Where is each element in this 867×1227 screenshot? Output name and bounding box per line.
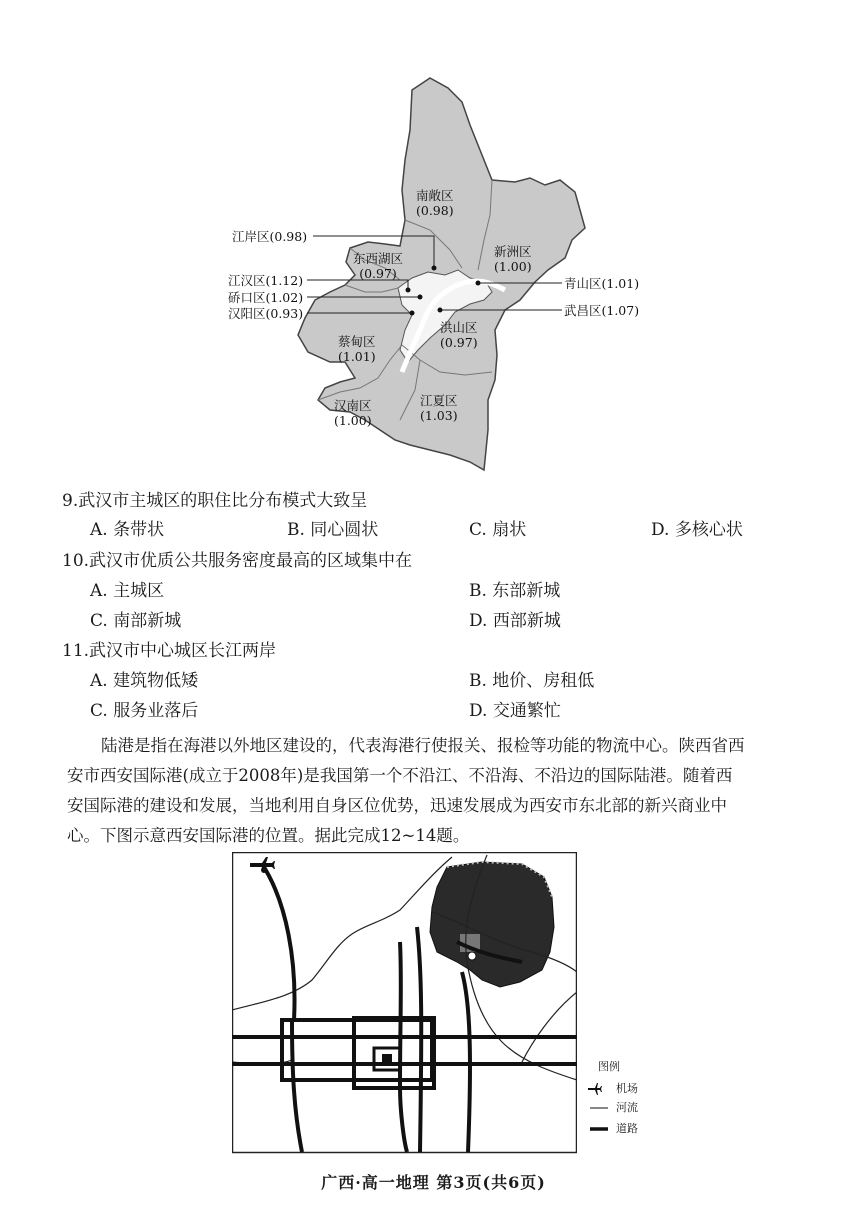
- river-line-icon: [590, 1105, 608, 1111]
- callout-label-wuchang: 武昌区(1.07): [564, 303, 640, 318]
- passage-line: 安国际港的建设和发展，当地利用自身区位优势，迅速发展成为西安市东北部的新兴商业中: [67, 796, 727, 815]
- district-label-hongshan: 洪山区 (0.97): [440, 320, 478, 350]
- question-9-option-a[interactable]: A. 条带状: [90, 520, 165, 540]
- passage-line: 陆港是指在海港以外地区建设的，代表海港行使报关、报检等功能的物流中心。陕西省西: [101, 736, 745, 755]
- question-9-option-d[interactable]: D. 多核心状: [651, 520, 743, 540]
- legend-label-river: 河流: [616, 1101, 638, 1114]
- callout-label-qiaokou: 硚口区(1.02): [228, 290, 304, 305]
- callout-label-hanyang: 汉阳区(0.93): [228, 306, 304, 321]
- question-10-option-c[interactable]: C. 南部新城: [90, 611, 182, 631]
- passage-paragraph: [67, 731, 845, 851]
- passage-line: 心。下图示意西安国际港的位置。据此完成12~14题。: [67, 826, 470, 845]
- page-footer: 广西·高一地理 第3页(共6页): [321, 1173, 546, 1192]
- district-label-jiangxia: 江夏区 (1.03): [420, 393, 458, 423]
- district-label-hannan: 汉南区 (1.00): [334, 398, 372, 428]
- question-10-option-a[interactable]: A. 主城区: [90, 581, 165, 601]
- airport-marker: [261, 867, 267, 873]
- district-label-xinzhou: 新洲区 (1.00): [494, 244, 532, 274]
- question-10-option-b[interactable]: B. 东部新城: [469, 581, 561, 601]
- district-label-dongxihu: 东西湖区 (0.97): [353, 251, 404, 281]
- road-line-icon: [590, 1126, 608, 1132]
- district-label-caidian: 蔡甸区 (1.01): [338, 334, 376, 364]
- question-9-stem: 9.武汉市主城区的职住比分布模式大致呈: [62, 491, 368, 511]
- port-marker: [468, 952, 476, 960]
- legend-title: 图例: [598, 1060, 620, 1073]
- callout-label-qingshan: 青山区(1.01): [564, 276, 640, 291]
- question-9-option-c[interactable]: C. 扇状: [469, 520, 527, 540]
- question-9-option-b[interactable]: B. 同心圆状: [287, 520, 379, 540]
- district-label-nanqiao: 南敞区 (0.98): [416, 188, 454, 218]
- question-11-option-d[interactable]: D. 交通繁忙: [469, 701, 561, 721]
- callout-label-jianghan: 江汉区(1.12): [228, 273, 304, 288]
- legend-label-airport: 机场: [616, 1082, 638, 1095]
- question-11-option-c[interactable]: C. 服务业落后: [90, 701, 199, 721]
- passage-line: 安市西安国际港(成立于2008年)是我国第一个不沿江、不沿海、不沿边的国际陆港。随着西: [67, 766, 733, 785]
- question-11-option-a[interactable]: A. 建筑物低矮: [90, 671, 199, 691]
- airplane-icon: [588, 1083, 602, 1095]
- city-center-core: [382, 1054, 392, 1064]
- legend-label-road: 道路: [616, 1122, 638, 1135]
- question-10-option-d[interactable]: D. 西部新城: [469, 611, 561, 631]
- callout-label-jiangan: 江岸区(0.98): [232, 229, 308, 244]
- question-11-stem: 11.武汉市中心城区长江两岸: [62, 641, 277, 661]
- xian-port-map: [232, 852, 577, 1154]
- question-11-option-b[interactable]: B. 地价、房租低: [469, 671, 595, 691]
- question-10-stem: 10.武汉市优质公共服务密度最高的区域集中在: [62, 551, 413, 571]
